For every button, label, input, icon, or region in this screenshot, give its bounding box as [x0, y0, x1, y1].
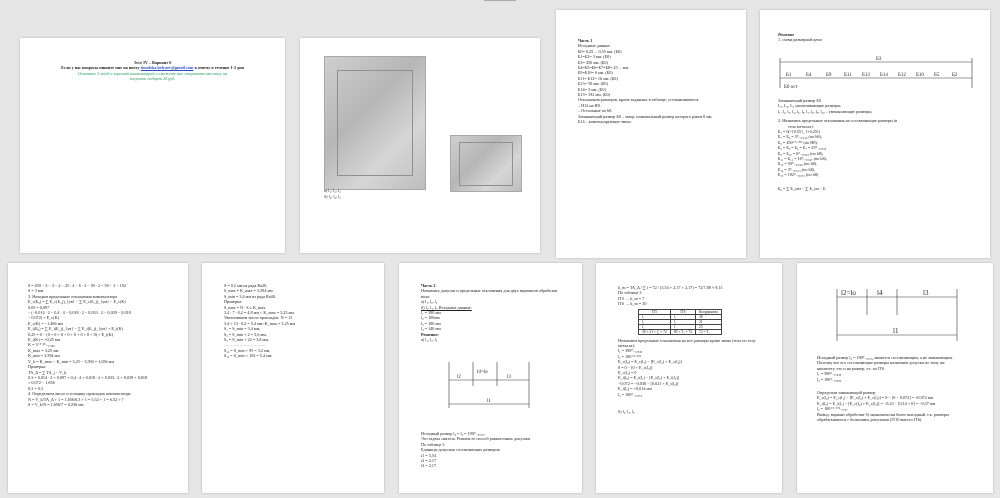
text-line: Поэтому все его составляющие размеры назначаем допуски по тому же [817, 360, 945, 366]
shim-line: S₁₃ = S_min + 102 = 5,4 мм. [224, 353, 273, 359]
tolerance-eq: Б₉ = Б₁₀ = 6⁰₋₀,₀₁₈ (по h8), [778, 150, 824, 156]
step-1: 1. схема размерной цепи [778, 37, 822, 43]
shim-line: S₁₂ = S_min + 95 = 3,2 мм, [224, 347, 271, 353]
page-5[interactable] [8, 263, 188, 493]
calc-line: l₂ = 100⁺⁰˒⁰²¹ [618, 353, 641, 359]
table-cell: 72 = T₃ [696, 329, 722, 334]
shim-line: S = 0,2 мм из ряда Ra20, [224, 283, 268, 288]
calc-line: E_c(K) = −1,466 мм [28, 320, 63, 326]
calc-line: E_i(l₃) = +0,014 мм [618, 386, 652, 392]
calc-line: 0,25 = 0 − (0 + 0 + 0 + 0 + 0 + 0 + 0 + 0) + E_i(K) [28, 331, 114, 337]
dim-l3: l3 [507, 375, 511, 380]
after-line: По таблице 3 [421, 441, 445, 447]
calc-line: E_c(Б₀) = ∑ E_c(Б_j)_{ув} − ∑ E_c(Б_j)_{ум} − E_c(K) [28, 299, 126, 305]
it5-line: IT5 → k_m = 7 [618, 295, 645, 301]
page-4[interactable] [760, 10, 990, 258]
text-line: квалитету, что и на размер, т.е. по IT6 [817, 365, 885, 371]
page-2[interactable] [300, 38, 540, 253]
dim-top-label: Б3 [876, 57, 882, 62]
source-line: – Остальные по h8. [578, 108, 613, 114]
page-9[interactable] [797, 263, 993, 493]
table-cell: l₃ [670, 319, 695, 324]
shim-line: Увеличиваем число прокладок: N = 13 [224, 315, 293, 321]
after-line: i3 = 2,17 [421, 463, 437, 469]
increasing-dims: L₁, L₂, L₃ увеличивающие размеры; [778, 103, 842, 109]
decreasing-dims: l₁, l₂, l₃, l₄, l₅, l₆, l₇, l₈, l₉, l₁₀ – уменьшающие размеры; [778, 108, 873, 114]
variant-a: а) l₁, l₂, l₃ [421, 299, 438, 305]
solution-variant: а) l₁, l₂, l₃ [421, 337, 438, 343]
drawing-photo-a [324, 56, 426, 190]
tolerance-eq: Б₁₁ = Б₁₂ = 16⁰₋₀,₀₂₇ (по h8), [778, 156, 827, 162]
dim-l3: l3 [923, 289, 929, 297]
tolerance-eq: Б₄ = Б₅ = Б₆ = Б₇ = 25⁰₋₀,₀₃₃ [778, 145, 827, 151]
shim-line: S_max = N ∙ S ≥ K_max. [224, 304, 267, 310]
solution-label: Решение: [421, 331, 439, 337]
chain-label: Б10 [916, 73, 924, 78]
given-line: l₃ = 100 мм [421, 320, 441, 326]
equation-line: E_c(l₀) = E_c(l₁) − [E_c(l₂) + E_c(l₃)] = 0 − [0 − 0,072] = +0,072 мм [817, 395, 934, 401]
shaft-dimension-diagram-b [827, 285, 967, 345]
equation-line: E_i(l₀) = E_i(l₁) − [E_c(l₄) + E_c(l₃)] = −0,23 − [0,14 + 0] = −0,37 мм [817, 400, 936, 406]
contact-line: Если у вас вопросы пишите мне на почту timofeka.belyaev@gmail.com я отвечу в течение 1-2 дня [61, 65, 244, 71]
calc-line: 0,3 = 0,3 [28, 385, 43, 391]
chain-labels [786, 73, 958, 78]
table-cell: l₃ [639, 324, 671, 329]
source-line: Отклонения размеров, кроме заданных в таблице, устанавливаются [578, 97, 699, 103]
given-line: l₂ = 100мм [421, 315, 440, 321]
tolerance-table [638, 309, 722, 335]
table-cell: 25 [696, 324, 722, 329]
chain-label: Б2 [952, 73, 958, 78]
source-line: Б3= 450 мм. (Б0) [578, 59, 608, 65]
dim-l4: l4=lo [477, 370, 488, 375]
calc-line: − 0,072) + E_c(K) [28, 315, 60, 321]
closing-subheading: Определим замыкающий размер: [817, 390, 877, 396]
calc-line: K_min = 3,594 мм [28, 353, 60, 359]
calc-line: − (−0,014 ∙ 2 − 0,4 ∙ 4 − 0,018 ∙ 2 − 0,033 ∙ 2 − 0,039 − 0,018 [28, 310, 131, 316]
calc-line: S = V_k/N = 1,656/7 = 0,236 мм [28, 401, 84, 407]
shim-line: S_max = K_max = 3,594 мм [224, 288, 273, 294]
table-row [639, 329, 722, 334]
window-top-marker [484, 0, 516, 5]
source-line: Б15= 192 мм. (Б0) [578, 92, 611, 98]
calc-line: −0,072 = −0,038 − [0,021 + E_i(l₃)] [618, 380, 679, 386]
shim-line: Проверка: [224, 299, 243, 305]
dim-l2: l2 [457, 375, 461, 380]
source-line: Б13= 50 мм. (Б0) [578, 81, 608, 87]
table-cell: 38 + 21 + ∑ = 72 [639, 329, 671, 334]
tolerance-eq: Б₁₅ = 192⁰₋₀,₀₇₂ (по h8) [778, 172, 819, 178]
part2-heading: Часть 2 [421, 283, 436, 288]
email-link[interactable]: timofeka.belyaev@gmail.com [140, 65, 194, 71]
source-line: Б14= 3 мм. (Б0) [578, 86, 606, 92]
after-line: Исходный размер l₄ = l₃ = 190⁰₋₀,₀₇₂ [421, 431, 485, 436]
text-line: l₄ = 190⁰₋₀,₀₂₉ [817, 376, 842, 382]
table-cell: 38 [696, 314, 722, 319]
source-line: Б11= Б12= 16 мм. (Б0) [578, 75, 618, 81]
source-line: Б0= 0,25 ... 0,55 мм. (Б0) [578, 48, 622, 54]
source-line: – Н12 на Н8, [578, 102, 601, 108]
page-8[interactable] [596, 263, 782, 493]
shim-line: S_min = 3,4 мм из ряда Ra40. [224, 293, 276, 299]
conclusion-line: Вывод: вариант обработки б) экономически более выгодный, т.к. размеры [817, 411, 949, 417]
table-header-cell: IT5 [639, 309, 671, 314]
shim-line: ………………………… [224, 342, 266, 348]
promo-line-2: получите подарок 20 руб. [129, 76, 176, 82]
calc-line: V_k = K_max − K_min = 3,25 − 3,594 = 1,656 мм [28, 358, 114, 364]
page-7[interactable] [399, 263, 582, 493]
source-line: Б1=Б2= 3 мм. (Б0) [578, 54, 611, 60]
source-line: Замыкающий размер Б0 – зазор, номинальный размер которого равен 0 мм. [578, 113, 713, 119]
calc-line: TA_Δ = ∑ TA_j − V_k [28, 369, 67, 375]
chain-label: Б4 [806, 73, 812, 78]
given-line: l₁ = 390 мм [421, 310, 441, 316]
variant-b-label: б) l₁, l₂, l₅ [618, 409, 635, 415]
dim-bottom-label: Б0 ост [784, 85, 798, 90]
chain-label: Б14 [880, 73, 888, 78]
calc-line: 0 = 450 − 3 − 3 − 2 − 25 ∙ 4 − 6 ∙ 2 − 50 ∙ 2 − 50 − 3 − 192 [28, 283, 126, 288]
it6-line: IT6 → k_m = 10 [618, 301, 647, 307]
calc-line: Проверка: [28, 364, 47, 370]
shaft-dimension-diagram-a [439, 358, 539, 413]
calc-line: E_i(Б₀) = ∑ E_i(Б_j)_{ув} − ∑ E_i(Б_j)_{ум} + E_i(K) [28, 326, 124, 332]
calc-line: l₃ = 100⁰₋₀,₀₁₄ [618, 391, 643, 397]
caption-a: а) l₁; l₂; l₃ [324, 188, 341, 193]
essay-title: Эссе IV – Вариант 6 [133, 60, 172, 65]
table-header-cell: Координаты [696, 309, 722, 314]
calc-line: K = 3⁺⁰˒²⁵₋₁,₄₆₆ [28, 342, 55, 348]
calc-line: 0,3 = 0,014 ∙ 2 + 0,097 + 0,4 ∙ 4 + 0,018 ∙ 2 + 0,033 ∙ 2 + 0,039 + 0,018 [28, 374, 148, 380]
calc-line: 4. Определяем число и толщину прокладок компенсатора. [28, 391, 132, 397]
calc-line: E_i(K) = +0,25 мм [28, 337, 61, 343]
dim-l2: l2=lo [841, 289, 856, 297]
tolerance-eq: Б₁₃ = 50⁰₋₀,₀₃₉ (по h8), [778, 161, 818, 167]
km-formula: k_m = TA_Δ / ∑ i = 72 / (3,54 + 2,17 + 2,17) = 72/7,88 ≈ 9,13 [618, 285, 723, 290]
page-1[interactable] [20, 38, 285, 253]
calc-line: N = V_k/TA_Δ + 1 = 1,656/0,3 + 1 = 5,52 + 1 = 6,52 ≈ 7 [28, 396, 124, 402]
shim-line: S₃ = S_min + 22 = 3,8 мм, [224, 337, 269, 343]
variant-b: б) l₁, l₂, l₅ Исходные данные: [421, 304, 472, 310]
calc-line: 0,05 = 0,097 [28, 304, 50, 310]
source-line: Б9=Б10= 6 мм. (Б0) [578, 70, 613, 76]
drawing-photo-b [450, 135, 522, 192]
after-line: i2 = 2,17 [421, 458, 437, 464]
dimension-chain-diagram [776, 54, 976, 96]
calc-line: металла): [618, 343, 635, 349]
source-line: Б14 – компенсирующее звено. [578, 119, 632, 125]
chain-label: Б9 [826, 73, 832, 78]
calc-line: K_max = 3,25 мм [28, 347, 59, 353]
table-header-cell: IT6 [670, 309, 695, 314]
shim-line: 3,4 ∙ 7 ∙ 0,2 = 4,8 мм < K_max = 3,25 мм [224, 310, 294, 316]
conclusion-line: обрабатываются с большими допусками (IT10 вместо IT6). [817, 417, 923, 423]
after-line: Единицы допусков составляющих размеров: [421, 447, 501, 453]
chain-label: Б12 [898, 73, 906, 78]
intro-line: вала: [421, 293, 430, 299]
text-line: Исходный размер l₄ = 190⁰₋₀,₀₇₂ является составляющим, а не замыкающим. [817, 355, 954, 360]
sum-formula: Б₀ = ∑ Б_увл − ∑ Б_ум − Б [778, 185, 826, 191]
calc-line: + 0,072 − 1,656 [28, 380, 55, 386]
tolerance-eq: Б₃ = 450⁺⁰˒⁰⁹⁷ (по Н8), [778, 139, 818, 145]
tolerance-eq: Б₁ = 0(^{0,55}_{+0,25}) [778, 129, 821, 135]
intro-line: Назначить допуски и предельные отклонения для двух вариантов обработки [421, 288, 558, 294]
source-data-heading: Исходные данные [578, 43, 610, 49]
chain-label: Б1 [786, 73, 792, 78]
calc-line: S = 3 мм [28, 288, 44, 294]
source-line: Б4=Б5=Б6=Б7=Б8= 25 ... мм. [578, 65, 630, 71]
part1-heading: Часть 1 [578, 38, 593, 43]
promo-line-1: Оставьте 5 звёзд и хороший комментарий и сможете мне отправить мне кину, на [77, 70, 228, 76]
chain-label: Б13 [862, 73, 870, 78]
calc-line: E_c(l₀) = E_c(l₁) − [E_c(l₂) + E_c(l₃)] [618, 359, 682, 365]
table-cell: l₁ [639, 314, 671, 319]
calc-line: E_c(l₃) = 0 [618, 370, 637, 376]
chain-label: Б5 [934, 73, 940, 78]
after-line: Это задача синтеза. Решаем ее способ равноточных допусков [421, 436, 531, 442]
calc-line: E_i(l₀) = E_i(l₁) − [E_i(l₂) + E_i(l₃)] [618, 375, 680, 381]
equation-line: l₂ = 100⁺⁰˒⁰⁷²₋₀,₃₇ [817, 406, 848, 412]
table-ref: По таблице 3 [618, 290, 642, 296]
calc-line: 3. Находим предельные отклонения компенсатора [28, 293, 118, 299]
caption-b: б) l₁; l₂; l₅ [324, 194, 341, 199]
step-2: 2. Назначить предельные отклонения на составляющие размеры (в [778, 118, 898, 124]
after-line: i1 = 3,54 [421, 452, 437, 458]
tolerance-eq: Б₁ = Б₂ = 3⁰₋₀,₀₁₄ (по h8), [778, 134, 822, 140]
table-cell: l₂ [670, 314, 695, 319]
tolerance-eq: Б₁₄ = 3⁰₋₀,₀₁₄ (по h8), [778, 166, 816, 172]
text-line: l₁ = 390⁰₋₀,₀₃₈ [817, 371, 842, 377]
shim-line: S₂ = S_min + 2 = 3,6 мм, [224, 331, 267, 337]
page-6[interactable] [202, 263, 384, 493]
dim-l1: l1 [487, 399, 491, 404]
closing-dim: Замыкающий размер Б0. [778, 98, 822, 103]
given-line: l₄ = 140 мм [421, 326, 441, 332]
step-2-cont: тело металла): [788, 123, 814, 129]
shim-line: S₁ = S_min = 3,4 мм, [224, 326, 261, 332]
shim-line: 3,4 + 13 ∙ 0,2 = 5,4 мм>K_max = 3,25 мм [224, 320, 296, 326]
dim-l1: l1 [893, 327, 899, 335]
calc-line: Назначаем предельные отклонения на все размеры кроме звена (тело по телу [618, 337, 756, 343]
solution-heading: Решение [778, 32, 795, 37]
table-cell: 21 [696, 319, 722, 324]
table-cell: 80 + T₃ = 72 [670, 329, 695, 334]
chain-label: Б11 [844, 73, 852, 78]
table-cell: l₁ [670, 324, 695, 329]
calc-line: l₁ = 390⁰₋₀,₀₃₈ [618, 348, 643, 354]
table-cell: l₂ [639, 319, 671, 324]
dim-l4: l4 [877, 289, 883, 297]
page-3[interactable] [556, 10, 746, 258]
calc-line: 0 = 0 − [0 + E_c(l₃)] [618, 364, 653, 370]
